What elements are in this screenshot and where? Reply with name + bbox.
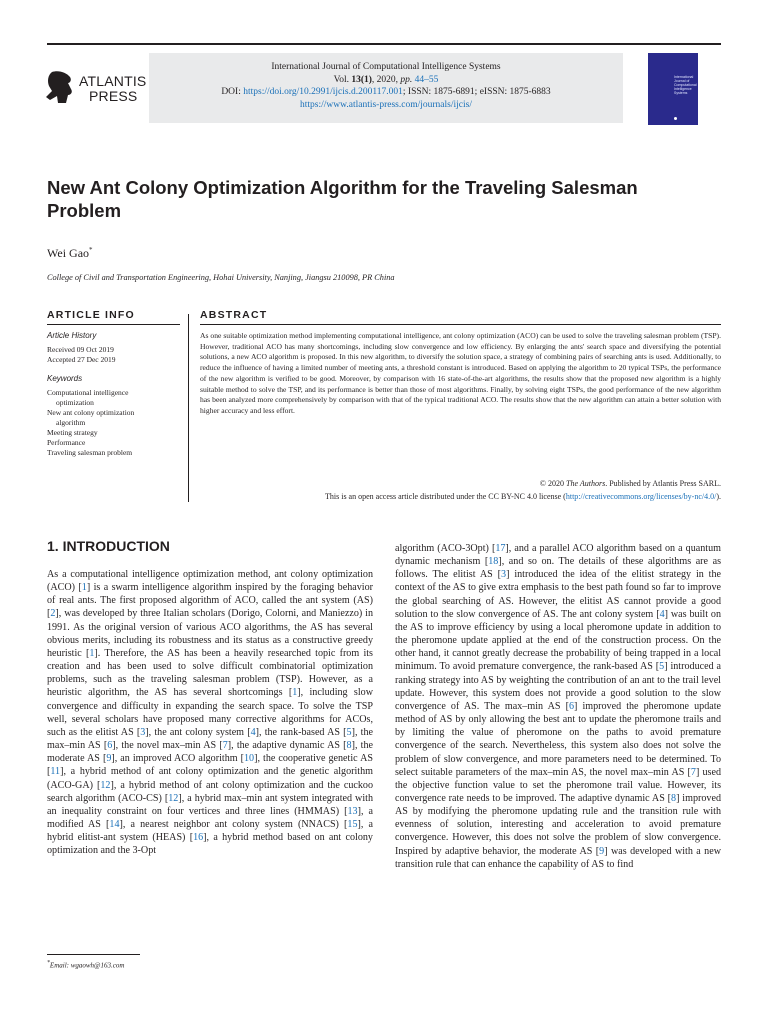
citation-link[interactable]: 12 [168,792,179,804]
cover-dot [674,117,677,120]
logo-line1: ATLANTIS [79,73,147,89]
citation-link[interactable]: 11 [50,766,61,778]
info-rule [47,324,180,325]
citation-link[interactable]: 8 [346,740,352,752]
footnote-rule [47,954,140,955]
citation-link[interactable]: 3 [140,726,146,738]
citation-link[interactable]: 1 [292,687,298,699]
cover-title: International Journal of Computational Intelligence Systems [674,75,697,95]
abstract-text: As one suitable optimization method implementing computational intelligence, ant colony optimization (ACO) can be used to solve the traveling salesman problem (TSP). However, traditional ACO has many shortcomings, including slow convergence and low efficiency. By enlarging the ants' search space and diversifying the potential solutions, a new ACO algorithm is proposed. In this new algorithm, to diversify the solution space, a strategy of combining pairs of searching ants is used. Additionally, to reduce the influence of having a limited number of meeting ants, a threshold constant is introduced. Based on applying the algorithm to 20 typical TSPs, the performance of the new algorithm is verified to be good. Moreover, by comparison with 16 state-of-the-art algorithms, the results show that the proposed new algorithm is a highly suitable method to solve the TSP, and its performance is better than those of most algorithms. Finally, by solving eight TSPs, the good performance of the new algorithm has been analyzed more comprehensively by comparison with that of the typical traditional ACO. The results show that the new algorithm can attain a better solution with higher accuracy and less effort. [200,331,721,415]
article-title: New Ant Colony Optimization Algorithm for the Traveling Salesman Problem [47,177,638,221]
journal-header-box [149,53,623,123]
citation-link[interactable]: 17 [495,543,506,554]
intro-right-column: algorithm (ACO-3Opt) [17], and a parallel ACO algorithm based on a quantum dynamic mechanism [18], and so on. The details of these algorithms are as follows. The elitist AS [3] introduced the idea of the elitist strategy in the context of the AS to give extra emphasis to the best path found so far to improve the global searching of AS. However, the elitist AS cannot provide a good solution to the slow convergence of AS. The ant colony system [4] was built on the AS to improve efficiency by using a local pheromone update in addition to the pheromone update applied at the end of the construction process. On the other hand, it cannot greatly decrease the probability of being trapped in a local minimum. To avoid premature convergence, the rank-based AS [5] introduced a ranking strategy into AS by weighting the contribution of an ant to the trail level update. However, this system does not provide a good solution to the slow convergence of AS. The max–min AS [6] improved the pheromone update method of AS by only allowing the best ant to update the pheromone trails and by limiting the value of pheromone on the paths to avoid premature convergence of the search. Nevertheless, this system also does not solve the problem of slow convergence, and more parameters need to be determined. To select suitable parameters of the max–min AS, the novel max–min AS [7] used the objective function value to set the pheromone trail value. However, its convergence rate needs to be improved. The adaptive dynamic AS [8] improved AS by modifying the pheromone updating rule and the transition rule with evenness of solution, interesting and acceleration to avoid premature convergence. However, this does not solve the problem of slow convergence. Inspired by adaptive behavior, the moderate AS [9] was developed with a new transition rule that can enhance the capability of AS to find [395,543,722,870]
volume-line: Vol. 13(1), 2020, pp. 44–55 [333,74,439,85]
issn-text: ; ISSN: 1875-6891; eISSN: 1875-6883 [402,87,551,97]
citation-link[interactable]: 9 [106,753,112,765]
keyword-cont: optimization [56,398,94,407]
citation-link[interactable]: 18 [488,556,499,568]
citation-link[interactable]: 12 [100,779,111,791]
journal-cover-thumbnail[interactable] [648,53,698,125]
article-info-panel [47,331,182,458]
keyword: Computational intelligence [47,388,129,397]
author-footnote-mark: * [89,246,93,254]
citation-link[interactable]: 13 [347,805,358,817]
citation-link[interactable]: 5 [346,726,352,738]
citation-link[interactable]: 5 [659,661,665,673]
citation-link[interactable]: 4 [659,608,665,620]
citation-link[interactable]: 15 [347,818,358,830]
received-date: Received 09 Oct 2019 [47,345,114,354]
journal-url-link[interactable]: https://www.atlantis-press.com/journals/ijcis/ [300,99,472,110]
doi-line: DOI: https://doi.org/10.2991/ijcis.d.200117.001; ISSN: 1875-6891; eISSN: 1875-6883 [221,87,551,97]
author-name: Wei Gao* [47,246,93,260]
citation-link[interactable]: 4 [250,726,256,738]
keyword: Performance [47,438,86,447]
citation-link[interactable]: 7 [222,740,228,752]
citation-link[interactable]: 6 [107,740,113,752]
abstract-heading: ABSTRACT [200,309,268,321]
history-label: Article History [47,331,97,340]
article-info-heading: ARTICLE INFO [47,309,135,321]
volume-issue: 13(1) [351,74,372,85]
author-affiliation: College of Civil and Transportation Engineering, Hohai University, Nanjing, Jiangsu 210098, PR China [47,273,395,282]
keyword: Meeting strategy [47,428,98,437]
accepted-date: Accepted 27 Dec 2019 [47,355,116,364]
citation-link[interactable]: 7 [690,766,696,778]
doi-link[interactable]: https://doi.org/10.2991/ijcis.d.200117.001 [243,87,403,97]
logo-line2: PRESS [89,88,138,104]
citation-link[interactable]: 1 [89,647,95,659]
pages-link[interactable]: 44–55 [414,74,439,85]
column-divider [188,314,189,502]
citation-link[interactable]: 9 [599,845,605,857]
citation-link[interactable]: 16 [193,832,204,844]
citation-link[interactable]: 6 [568,700,574,712]
keyword: Traveling salesman problem [47,448,133,457]
intro-left-column: As a computational intelligence optimization method, ant colony optimization (ACO) [1] is a swarm intelligence algorithm inspired by the foraging behavior of real ants. The first proposed algorithm of ACO, called the ant system (AS) [2], was developed by three Italian scholars (Dorigo, Colorni, and Maniezzo) in 1991. As the original version of various ACO algorithms, the AS has several obvious merits, including its robustness and its status as a constructive greedy heuristic [1]. Therefore, the AS has been a heavily researched topic from its creation and has been used to solve difficult combinatorial optimization problems, such as the traveling salesman problem (TSP). However, as a heuristic algorithm, the AS has several shortcomings [1], including slow convergence and difficulty in expanding the search space. To solve the TSP well, several scholars have proposed many corrective algorithms for ACOs, such as the elitist AS [3], the ant colony system [4], the rank-based AS [5], the max–min AS [6], the novel max–min AS [7], the adaptive dynamic AS [8], the moderate AS [9], an improved ACO algorithm [10], the cooperative genetic AS [11], a hybrid method of ant colony optimization and the genetic algorithm (ACO-GA) [12], a hybrid method of ant colony optimization and the cuckoo search algorithm (ACO-CS) [12], a hybrid max–min ant system integrated with an inequality constraint on four vertices and three lines (HMMAS) [13], a modified AS [14], a nearest neighbor ant colony system (NNACS) [15], a hybrid elitist-ant system (HEAS) [16], a hybrid method based on ant colony optimization and the 3-Opt [47,569,374,857]
citation-link[interactable]: 14 [109,818,120,830]
atlantis-press-logo[interactable] [44,68,147,108]
license-link[interactable]: http://creativecommons.org/licenses/by-nc/4.0/ [565,492,717,501]
citation-link[interactable]: 3 [501,569,507,581]
citation-link[interactable]: 10 [244,753,255,765]
keywords-label: Keywords [47,374,83,383]
copyright-notice: © 2020 The Authors. Published by Atlantis Press SARL. This is an open access article distributed under the CC BY-NC 4.0 license (http://creativecommons.org/licenses/by-nc/4.0/). [325,479,721,501]
section-heading-introduction: 1. INTRODUCTION [47,538,170,554]
journal-name: International Journal of Computational Intelligence Systems [271,62,501,72]
keyword-cont: algorithm [56,418,86,427]
abstract-rule [200,324,721,325]
keyword: New ant colony optimization [47,408,135,417]
top-rule [47,43,721,45]
atlas-figure-icon [44,70,76,104]
citation-link[interactable]: 8 [671,792,677,804]
citation-link[interactable]: 1 [81,582,87,594]
citation-link[interactable]: 2 [50,608,56,620]
author-email-footnote: *Email: wgaowh@163.com [47,960,125,970]
